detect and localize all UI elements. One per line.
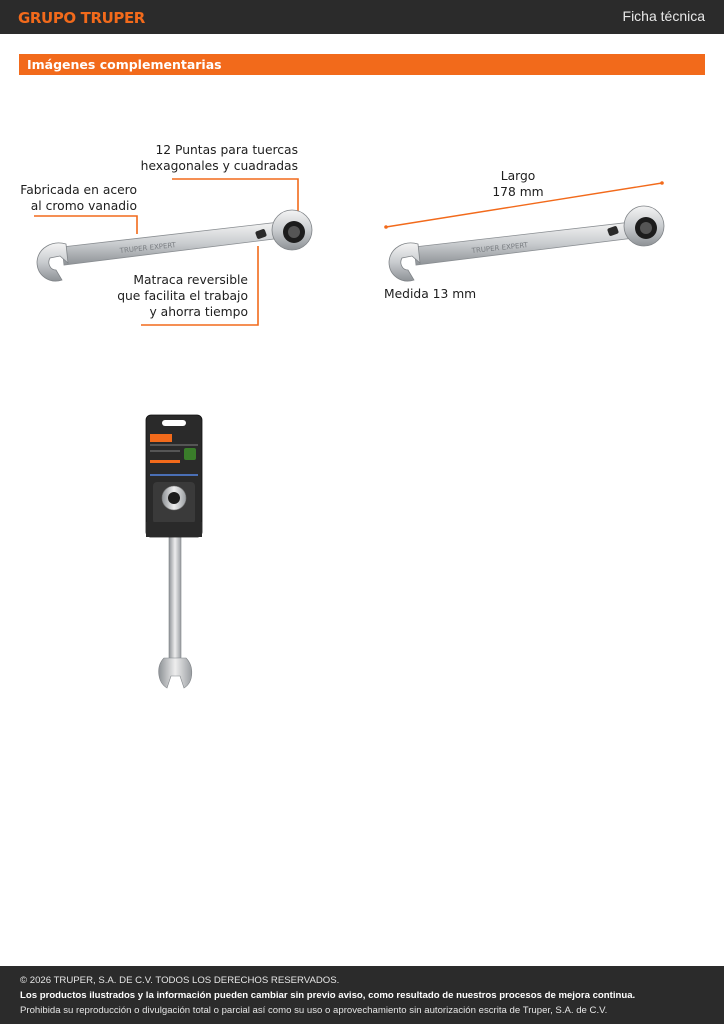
svg-text:TRUPER EXPERT: TRUPER EXPERT xyxy=(471,241,529,255)
callout-puntas: 12 Puntas para tuercas hexagonales y cuadradas xyxy=(140,143,298,173)
wrench-image-features xyxy=(37,210,312,281)
medida-label: Medida 13 mm xyxy=(384,287,477,301)
section-title: Imágenes complementarias xyxy=(27,57,222,72)
largo-value: 178 mm xyxy=(492,185,544,199)
wrench-image-dimensions xyxy=(389,206,664,281)
document-type-label: Ficha técnica xyxy=(622,8,705,24)
svg-text:TRUPER EXPERT: TRUPER EXPERT xyxy=(119,241,177,255)
callout-line-acero xyxy=(34,216,137,234)
footer-prohibition: Prohibida su reproducción o divulgación total o parcial así como su uso o aprovechamiento sin autorización escrita de Truper, S.A. de C.V. xyxy=(20,1005,608,1016)
footer-notice: Los productos ilustrados y la información pueden cambiar sin previo aviso, como resultado de nuestros procesos de mejora continua. xyxy=(20,990,636,1001)
packaged-wrench-figure xyxy=(140,410,210,695)
callout-acero: Fabricada en acero al cromo vanadio xyxy=(20,183,137,213)
callout-matraca: Matraca reversible que facilita el trabajo y ahorra tiempo xyxy=(117,273,248,319)
largo-label: Largo xyxy=(500,169,536,183)
truper-logo: GRUPO TRUPER xyxy=(18,9,145,27)
page-footer xyxy=(0,966,724,1024)
footer-copyright: © 2026 TRUPER, S.A. DE C.V. TODOS LOS DERECHOS RESERVADOS. xyxy=(20,975,340,986)
wrench-features-figure xyxy=(0,0,724,360)
